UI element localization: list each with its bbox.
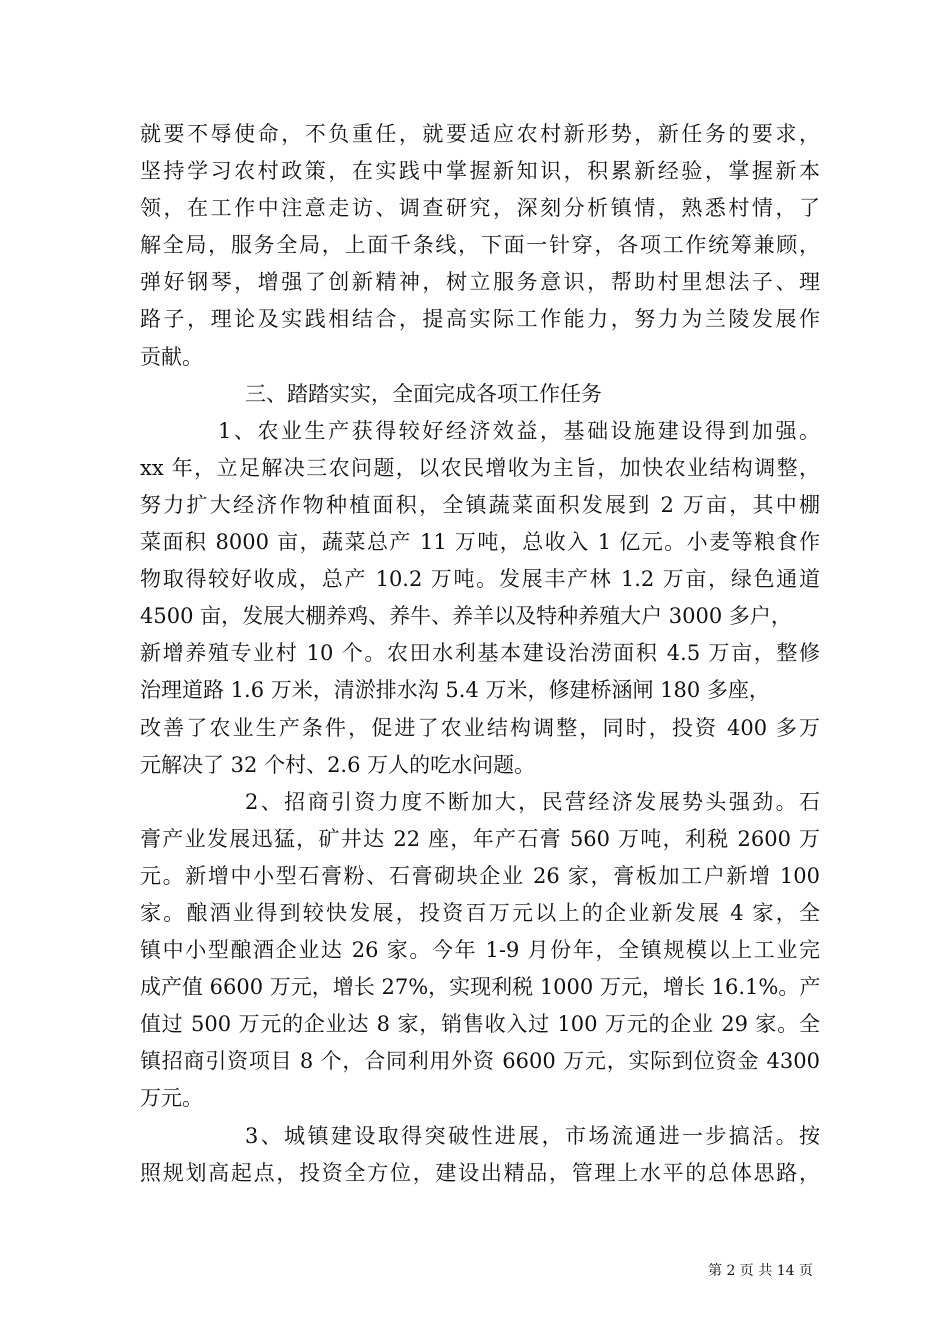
text-line: 贡献。	[140, 344, 203, 369]
text-line: 物取得较好收成，总产 10.2 万吨。发展丰产林 1.2 万亩，绿色通道	[140, 567, 820, 592]
text-line: 坚持学习农村政策，在实践中掌握新知识，积累新经验，掌握新本	[140, 159, 820, 184]
text-line: 镇中小型酿酒企业达 26 家。今年 1-9 月份年，全镇规模以上工业完	[140, 938, 820, 963]
text-line: 元解决了 32 个村、2.6 万人的吃水问题。	[140, 752, 536, 777]
text-line: 3、城镇建设取得突破性进展，市场流通进一步搞活。按	[245, 1123, 820, 1148]
body-text	[140, 116, 820, 1192]
text-line: 照规划高起点，投资全方位，建设出精品，管理上水平的总体思路，	[140, 1160, 820, 1185]
text-line: 解全局，服务全局，上面千条线，下面一针穿，各项工作统筹兼顾，	[140, 233, 820, 258]
text-line: 弹好钢琴，增强了创新精神，树立服务意识，帮助村里想法子、理	[140, 270, 820, 295]
text-line: 路子，理论及实践相结合，提高实际工作能力，努力为兰陵发展作	[140, 307, 820, 332]
text-line: 1、农业生产获得较好经济效益，基础设施建设得到加强。	[218, 418, 820, 443]
text-line: 膏产业发展迅猛，矿井达 22 座，年产石膏 560 万吨，利税 2600 万	[140, 826, 820, 851]
text-line: 成产值 6600 万元，增长 27%，实现利税 1000 万元，增长 16.1%。产	[140, 975, 820, 1000]
text-line: 努力扩大经济作物种植面积，全镇蔬菜面积发展到 2 万亩，其中棚	[140, 492, 820, 517]
text-line: 三、踏踏实实，全面完成各项工作任务	[245, 381, 602, 406]
text-line: xx 年，立足解决三农问题，以农民增收为主旨，加快农业结构调整，	[140, 455, 820, 480]
text-line: 改善了农业生产条件，促进了农业结构调整，同时，投资 400 多万	[140, 715, 820, 740]
text-line: 万元。	[140, 1086, 203, 1111]
text-line: 4500 亩，发展大棚养鸡、养牛、养羊以及特种养殖大户 3000 多户，	[140, 604, 792, 629]
text-line: 家。酿酒业得到较快发展，投资百万元以上的企业新发展 4 家，全	[140, 900, 820, 925]
text-line: 2、招商引资力度不断加大，民营经济发展势头强劲。石	[245, 789, 820, 814]
text-line: 值过 500 万元的企业达 8 家，销售收入过 100 万元的企业 29 家。全	[140, 1012, 820, 1037]
text-line: 新增养殖专业村 10 个。农田水利基本建设治涝面积 4.5 万亩，整修	[140, 641, 820, 666]
text-line: 领，在工作中注意走访、调查研究，深刻分析镇情，熟悉村情，了	[140, 196, 820, 221]
text-line: 元。新增中小型石膏粉、石膏砌块企业 26 家，膏板加工户新增 100	[140, 863, 820, 888]
text-line: 治理道路 1.6 万米，清淤排水沟 5.4 万米，修建桥涵闸 180 多座，	[140, 678, 770, 703]
text-line: 镇招商引资项目 8 个，合同利用外资 6600 万元，实际到位资金 4300	[140, 1049, 820, 1074]
text-line: 就要不辱使命，不负重任，就要适应农村新形势，新任务的要求，	[140, 122, 820, 146]
text-line: 菜面积 8000 亩，蔬菜总产 11 万吨，总收入 1 亿元。小麦等粮食作	[140, 530, 820, 555]
page-footer: 第 2 页 共 14 页	[708, 1263, 813, 1279]
